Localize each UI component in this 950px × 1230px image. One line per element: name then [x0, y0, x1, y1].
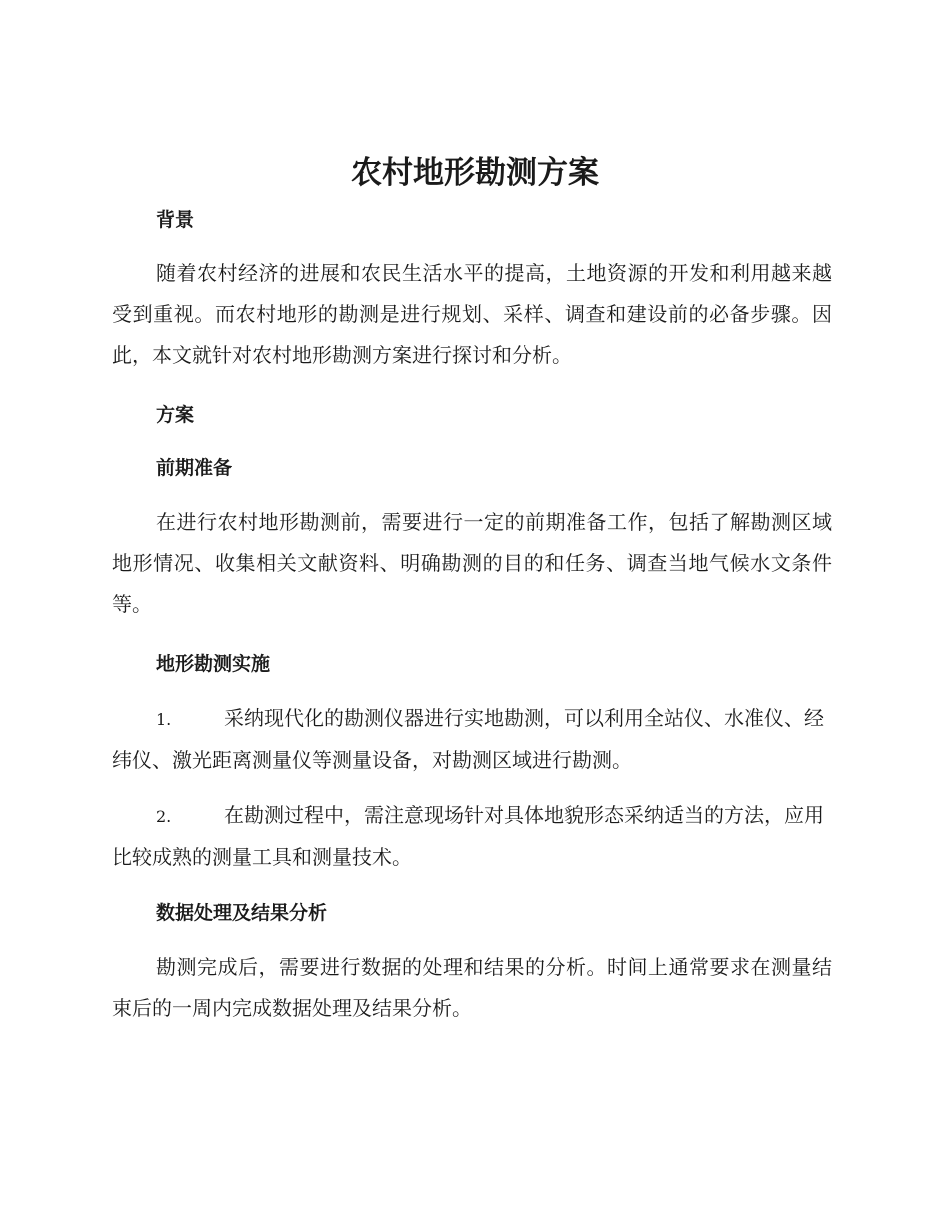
paragraph-background: 随着农村经济的进展和农民生活水平的提高，土地资源的开发和利用越来越受到重视。而农村地形的勘测是进行规划、采样、调查和建设前的必备步骤。因此，本文就针对农村地形勘测方案进行探讨和分析。	[112, 261, 832, 367]
document-title: 农村地形勘测方案	[351, 155, 599, 191]
section-heading-background: 背景	[156, 209, 195, 231]
list-item-text: 采纳现代化的勘测仪器进行实地勘测，可以利用全站仪、水准仪、经纬仪、激光距离测量仪等测量设备，对勘测区域进行勘测。	[112, 706, 824, 772]
list-item-text: 在勘测过程中，需注意现场针对具体地貌形态采纳适当的方法，应用比较成熟的测量工具和测量技术。	[112, 803, 824, 869]
list-item	[112, 795, 832, 878]
paragraph-data: 勘测完成后，需要进行数据的处理和结果的分析。时间上通常要求在测量结束后的一周内完成数据处理及结果分析。	[112, 955, 832, 1020]
list-item-number: 2.	[156, 807, 172, 826]
list-item	[112, 698, 832, 781]
paragraph-prep: 在进行农村地形勘测前，需要进行一定的前期准备工作，包括了解勘测区域地形情况、收集相关文献资料、明确勘测的目的和任务、调查当地气候水文条件等。	[112, 510, 832, 616]
section-heading-prep: 前期准备	[156, 457, 233, 479]
section-heading-data: 数据处理及结果分析	[156, 902, 328, 924]
list-item-number: 1.	[156, 710, 172, 729]
section-heading-plan: 方案	[156, 404, 195, 426]
section-heading-survey: 地形勘测实施	[156, 653, 271, 675]
